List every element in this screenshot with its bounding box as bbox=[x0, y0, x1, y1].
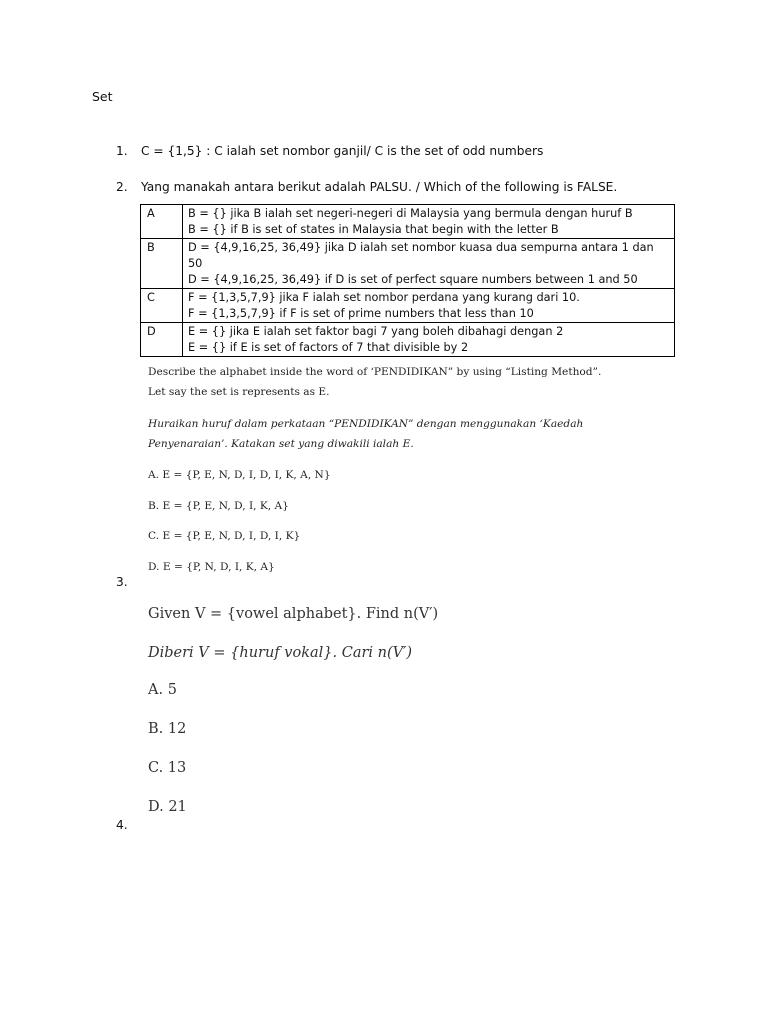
option-cell bbox=[183, 205, 675, 239]
answer-option: B. 12 bbox=[148, 721, 187, 737]
option-cell bbox=[183, 239, 675, 289]
option-line-malay: E = {} jika E ialah set faktor bagi 7 yang boleh dibahagi dengan 2 bbox=[188, 325, 564, 338]
option-line-english: B = {} if B is set of states in Malaysia that begin with the letter B bbox=[188, 223, 559, 236]
question-number: 2. bbox=[116, 180, 128, 194]
option-letter: A bbox=[141, 205, 183, 239]
answer-option: D. 21 bbox=[148, 799, 187, 815]
answer-option: C. E = {P, E, N, D, I, D, I, K} bbox=[148, 530, 301, 542]
question-number: 3. bbox=[116, 575, 128, 589]
options-table bbox=[140, 204, 675, 357]
option-line-english: D = {4,9,16,25, 36,49} if D is set of perfect square numbers between 1 and 50 bbox=[188, 273, 638, 286]
answer-option: D. E = {P, N, D, I, K, A} bbox=[148, 561, 275, 573]
table-row bbox=[141, 239, 675, 289]
option-cell bbox=[183, 323, 675, 357]
table-row bbox=[141, 323, 675, 357]
option-line-malay: B = {} jika B ialah set negeri-negeri di Malaysia yang bermula dengan huruf B bbox=[188, 207, 633, 220]
question-text-malay: Diberi V = {huruf vokal}. Cari n(V′) bbox=[148, 645, 413, 661]
option-letter: C bbox=[141, 289, 183, 323]
table-row bbox=[141, 205, 675, 239]
answer-option: A. 5 bbox=[148, 682, 177, 698]
question-text: Given V = {vowel alphabet}. Find n(V′) bbox=[148, 606, 439, 622]
question-text-malay: Huraikan huruf dalam perkataan “PENDIDIKAN” dengan menggunakan ‘Kaedah bbox=[148, 418, 584, 430]
answer-option: C. 13 bbox=[148, 760, 187, 776]
question-text: Describe the alphabet inside the word of ‘PENDIDIKAN” by using “Listing Method”. bbox=[148, 366, 602, 378]
answer-option: B. E = {P, E, N, D, I, K, A} bbox=[148, 500, 289, 512]
option-line-english: F = {1,3,5,7,9} if F is set of prime numbers that less than 10 bbox=[188, 307, 534, 320]
question-text: C = {1,5} : C ialah set nombor ganjil/ C is the set of odd numbers bbox=[141, 144, 544, 158]
question-text: Let say the set is represents as E. bbox=[148, 386, 330, 398]
option-line-malay: F = {1,3,5,7,9} jika F ialah set nombor perdana yang kurang dari 10. bbox=[188, 291, 580, 304]
question-text-malay: Penyenaraian’. Katakan set yang diwakili ialah E. bbox=[148, 438, 414, 450]
option-cell bbox=[183, 289, 675, 323]
question-text: Yang manakah antara berikut adalah PALSU. / Which of the following is FALSE. bbox=[141, 180, 618, 194]
option-letter: D bbox=[141, 323, 183, 357]
answer-option: A. E = {P, E, N, D, I, D, I, K, A, N} bbox=[148, 469, 331, 481]
question-number: 4. bbox=[116, 818, 128, 832]
page-title: Set bbox=[92, 89, 113, 104]
question-number: 1. bbox=[116, 144, 128, 158]
option-letter: B bbox=[141, 239, 183, 289]
option-line-malay: D = {4,9,16,25, 36,49} jika D ialah set nombor kuasa dua sempurna antara 1 dan 50 bbox=[188, 241, 654, 270]
option-line-english: E = {} if E is set of factors of 7 that divisible by 2 bbox=[188, 341, 469, 354]
table-row bbox=[141, 289, 675, 323]
